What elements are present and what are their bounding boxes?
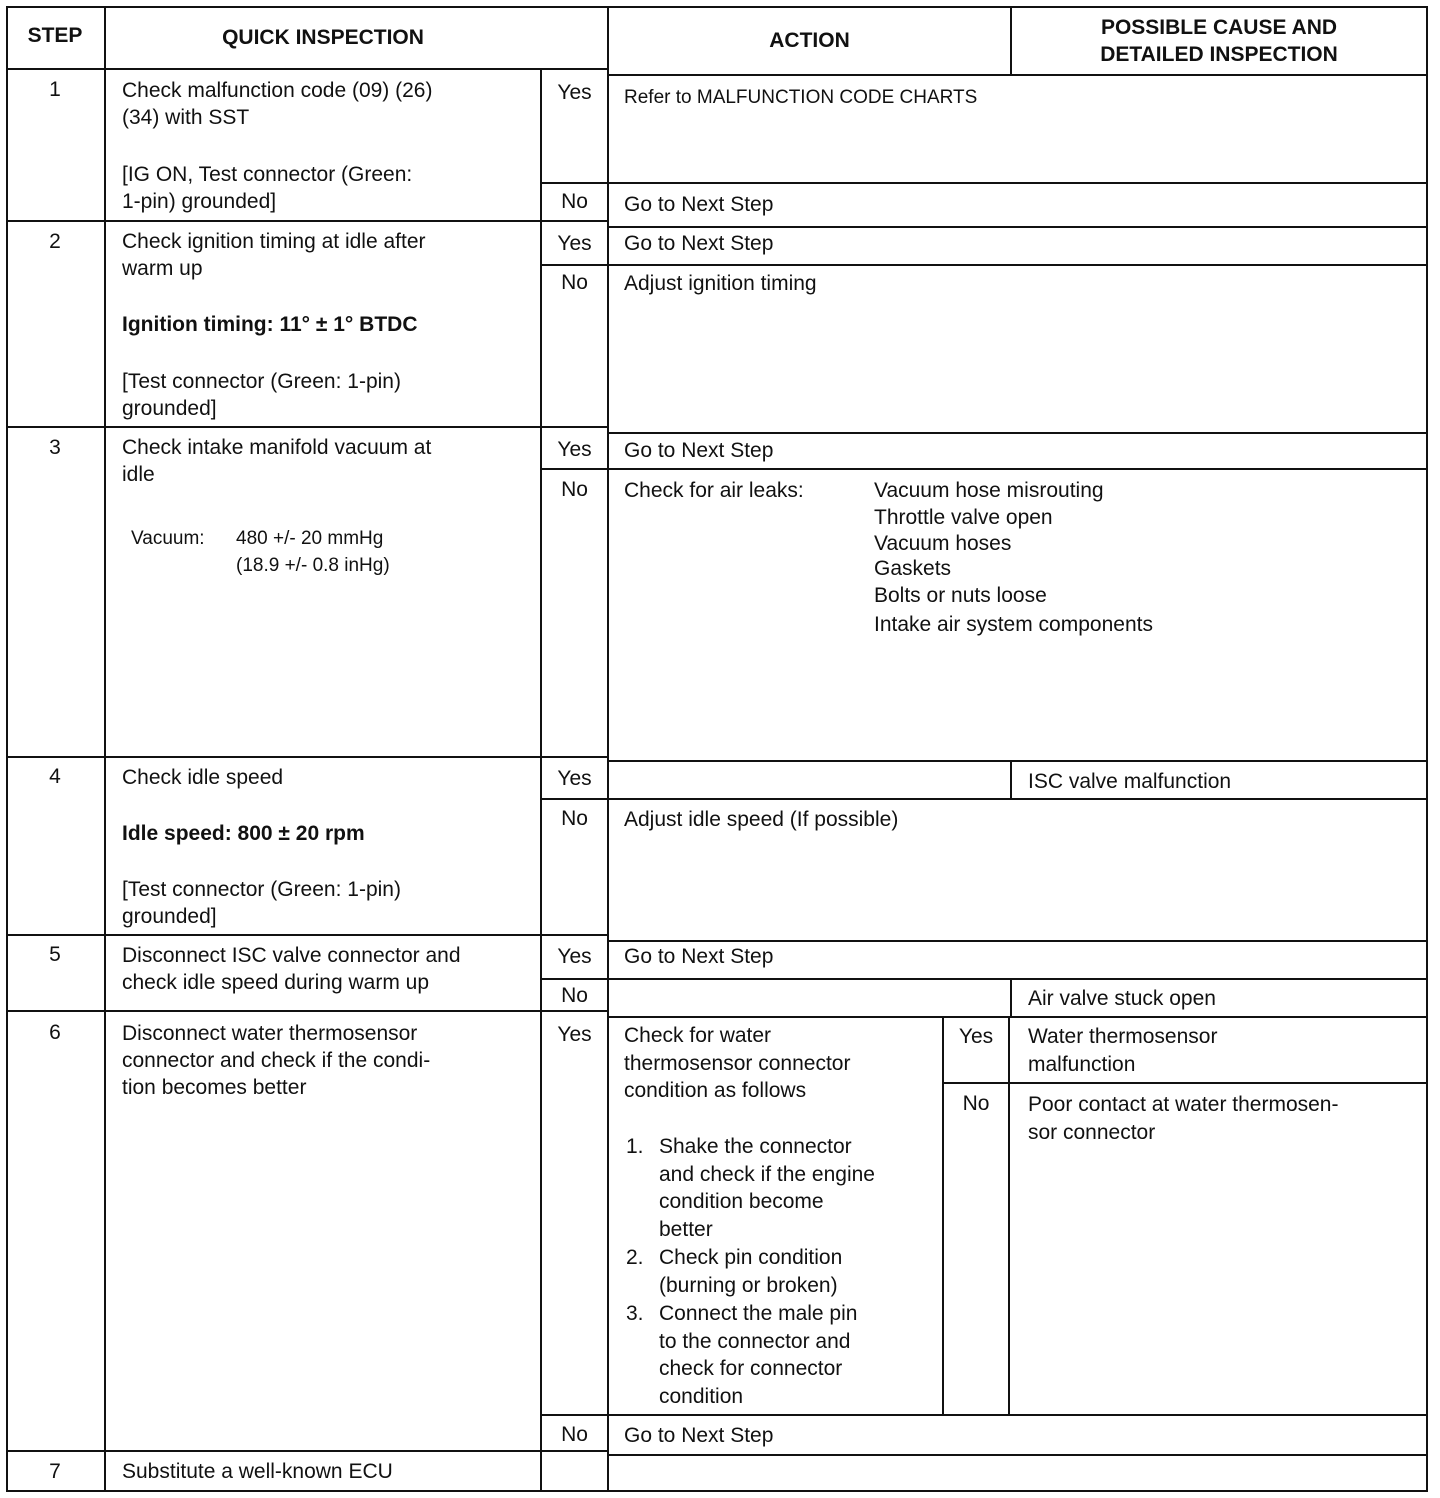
list-item-text: Check pin condition <box>659 1246 843 1269</box>
yes-no-divider <box>540 468 1428 470</box>
header-possible-cause-line-2: DETAILED INSPECTION <box>1100 43 1338 66</box>
column-divider <box>1010 762 1012 800</box>
action-text: thermosensor connector <box>624 1052 851 1075</box>
air-leak-item: Vacuum hose misrouting <box>874 479 1104 502</box>
row-divider <box>6 426 608 428</box>
yes-label: Yes <box>557 1023 592 1046</box>
row-divider <box>607 760 1428 762</box>
vacuum-value: 480 +/- 20 mmHg <box>236 528 384 549</box>
list-item-text: condition <box>659 1385 744 1408</box>
no-label: No <box>561 271 588 294</box>
step-number: 1 <box>49 78 61 101</box>
action-label: Check for air leaks: <box>624 479 804 502</box>
table-border-top <box>6 6 1428 8</box>
no-label: No <box>561 807 588 830</box>
row-divider <box>6 756 608 758</box>
yes-no-divider <box>540 798 1428 800</box>
column-divider <box>1010 980 1012 1018</box>
row-divider <box>6 1010 608 1012</box>
row-divider <box>6 1450 608 1452</box>
air-leak-item: Throttle valve open <box>874 506 1053 529</box>
inspection-text: check idle speed during warm up <box>122 971 430 994</box>
yes-no-divider <box>540 978 1428 980</box>
no-label: No <box>561 1423 588 1446</box>
action-text: Adjust idle speed (If possible) <box>624 808 899 831</box>
specification: Idle speed: 800 ± 20 rpm <box>122 822 365 845</box>
list-item-text: Connect the male pin <box>659 1302 858 1325</box>
inspection-text: Disconnect water thermosensor <box>122 1022 418 1045</box>
row-divider <box>607 940 1428 942</box>
row-divider <box>6 934 608 936</box>
list-item-text: better <box>659 1218 713 1241</box>
inspection-text: idle <box>122 463 155 486</box>
list-item-text: to the connector and <box>659 1330 851 1353</box>
row-divider <box>607 74 1428 76</box>
action-text: Go to Next Step <box>624 439 774 462</box>
list-item-text: (burning or broken) <box>659 1274 838 1297</box>
list-item-text: Shake the connector <box>659 1135 852 1158</box>
sub-yes-label: Yes <box>958 1025 994 1048</box>
action-text: Go to Next Step <box>624 232 774 255</box>
yes-no-divider <box>540 264 1428 266</box>
step-number: 4 <box>49 765 61 788</box>
list-number: 3. <box>626 1302 644 1325</box>
column-divider <box>1008 1018 1010 1416</box>
row-divider <box>6 220 608 222</box>
possible-cause: Water thermosensor <box>1028 1025 1218 1048</box>
possible-cause: Poor contact at water thermosen- <box>1028 1093 1339 1116</box>
inspection-text: (34) with SST <box>122 106 250 129</box>
sub-no-label: No <box>962 1092 990 1115</box>
table-border-bottom <box>6 1490 1428 1492</box>
list-number: 2. <box>626 1246 644 1269</box>
header-possible-cause-line-1: POSSIBLE CAUSE AND <box>1100 16 1338 39</box>
column-divider <box>607 6 609 1492</box>
row-divider <box>607 1454 1428 1456</box>
air-leak-item: Bolts or nuts loose <box>874 584 1047 607</box>
action-text: Go to Next Step <box>624 1424 774 1447</box>
air-leak-item: Vacuum hoses <box>874 532 1012 555</box>
inspection-text: Disconnect ISC valve connector and <box>122 944 461 967</box>
yes-label: Yes <box>557 232 592 255</box>
inspection-text: Check ignition timing at idle after <box>122 230 426 253</box>
inspection-text: tion becomes better <box>122 1076 307 1099</box>
vacuum-value: (18.9 +/- 0.8 inHg) <box>236 555 390 576</box>
action-text: Go to Next Step <box>624 945 774 968</box>
list-item-text: and check if the engine <box>659 1163 875 1186</box>
air-leak-item: Gaskets <box>874 557 952 580</box>
header-action: ACTION <box>769 29 850 52</box>
inspection-text: 1-pin) grounded] <box>122 190 277 213</box>
possible-cause: sor connector <box>1028 1121 1156 1144</box>
action-text: Adjust ignition timing <box>624 272 817 295</box>
yes-no-divider <box>942 1082 1428 1084</box>
no-label: No <box>561 478 588 501</box>
yes-label: Yes <box>557 767 592 790</box>
row-divider <box>607 226 1428 228</box>
list-number: 1. <box>626 1135 644 1158</box>
inspection-note: [Test connector (Green: 1-pin) <box>122 370 401 393</box>
action-text: Refer to MALFUNCTION CODE CHARTS <box>624 87 978 108</box>
yes-no-divider <box>540 1414 1428 1416</box>
step-number: 6 <box>49 1021 61 1044</box>
no-label: No <box>561 984 588 1007</box>
list-item-text: condition become <box>659 1190 824 1213</box>
vacuum-label: Vacuum: <box>131 528 205 549</box>
possible-cause: Air valve stuck open <box>1028 987 1216 1010</box>
inspection-text: warm up <box>122 257 203 280</box>
inspection-text: connector and check if the condi- <box>122 1049 431 1072</box>
column-divider <box>104 6 106 1492</box>
list-item-text: check for connector <box>659 1357 843 1380</box>
inspection-note: grounded] <box>122 397 217 420</box>
header-quick-inspection: QUICK INSPECTION <box>222 26 424 49</box>
possible-cause: ISC valve malfunction <box>1028 770 1232 793</box>
yes-label: Yes <box>557 81 592 104</box>
air-leak-item: Intake air system components <box>874 613 1153 636</box>
step-number: 7 <box>49 1460 61 1483</box>
step-number: 2 <box>49 230 61 253</box>
specification: Ignition timing: 11° ± 1° BTDC <box>122 313 418 336</box>
inspection-text: [IG ON, Test connector (Green: <box>122 163 413 186</box>
inspection-text: Check malfunction code (09) (26) <box>122 79 433 102</box>
action-text: Check for water <box>624 1024 772 1047</box>
step-number: 5 <box>49 943 61 966</box>
yes-no-divider <box>540 182 1428 184</box>
table-border-right <box>1426 6 1428 1492</box>
no-label: No <box>561 190 588 213</box>
possible-cause: malfunction <box>1028 1053 1136 1076</box>
step-number: 3 <box>49 436 61 459</box>
action-text: Go to Next Step <box>624 193 774 216</box>
inspection-note: grounded] <box>122 905 217 928</box>
column-divider <box>942 1018 944 1416</box>
yes-label: Yes <box>557 945 592 968</box>
row-divider <box>607 432 1428 434</box>
row-divider <box>6 68 608 70</box>
inspection-note: [Test connector (Green: 1-pin) <box>122 878 401 901</box>
row-divider <box>607 1016 1428 1018</box>
yes-label: Yes <box>557 438 592 461</box>
action-text: condition as follows <box>624 1079 807 1102</box>
inspection-text: Check intake manifold vacuum at <box>122 436 432 459</box>
inspection-text: Check idle speed <box>122 766 284 789</box>
inspection-text: Substitute a well-known ECU <box>122 1460 393 1483</box>
header-step: STEP <box>27 24 83 47</box>
